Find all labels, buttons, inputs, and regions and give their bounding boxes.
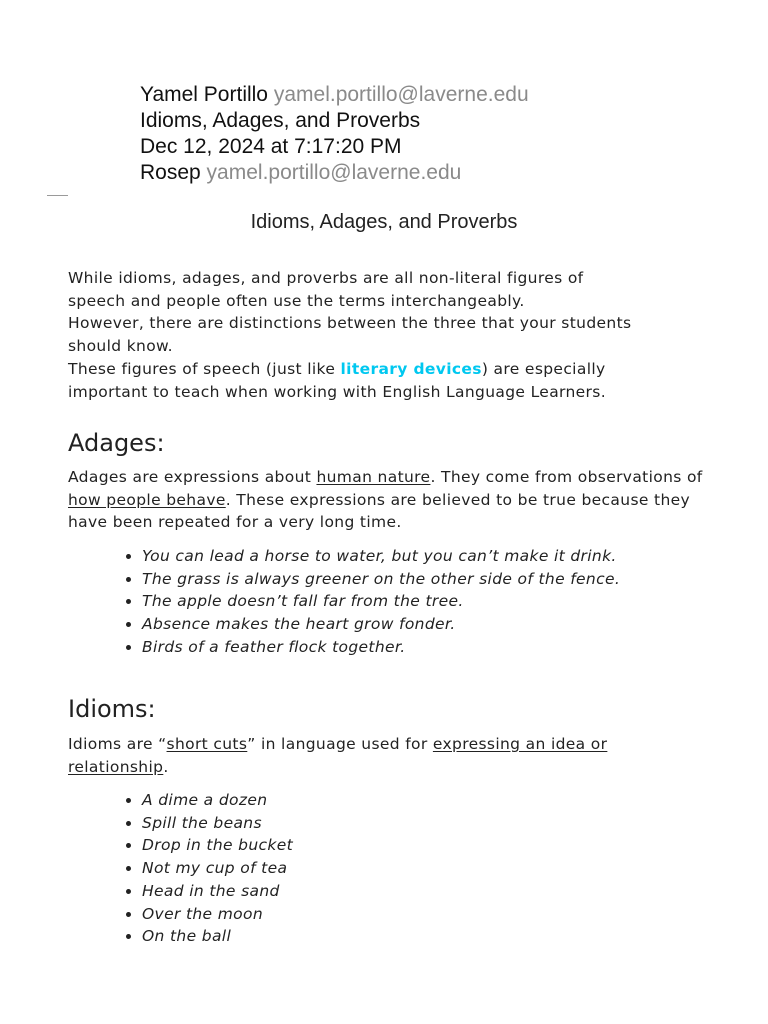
idioms-text: Idioms are “ — [68, 735, 167, 753]
list-item: • Absence makes the heart grow fonder. — [142, 613, 620, 636]
idioms-list — [118, 789, 293, 948]
adages-heading: Adages: — [68, 429, 165, 457]
adages-text: Adages are expressions about — [68, 468, 317, 486]
idioms-heading: Idioms: — [68, 695, 156, 723]
document-title: Idioms, Adages, and Proverbs — [250, 211, 518, 233]
adages-paragraph — [68, 466, 708, 534]
adages-text: . These expressions are believed to be true because they have been repeated for a very long time. — [68, 490, 691, 532]
list-item: • The apple doesn’t fall far from the tree. — [142, 590, 620, 613]
list-item: • Birds of a feather flock together. — [142, 636, 620, 659]
list-item: • Not my cup of tea — [142, 857, 293, 880]
sender-name: Yamel Portillo — [140, 83, 268, 106]
subject-value: Idioms, Adages, and Proverbs — [140, 109, 421, 132]
list-item: • You can lead a horse to water, but you can’t make it drink. — [142, 545, 620, 568]
adages-text: . They come from observations of — [430, 468, 703, 486]
intro-line: important to teach when working with English Language Learners. — [68, 382, 606, 401]
intro-line — [68, 358, 708, 381]
expressing-idea-underline: expressing an idea or relationship — [68, 735, 608, 776]
intro-paragraph — [68, 267, 708, 403]
idioms-paragraph — [68, 733, 708, 778]
sender-email[interactable]: yamel.portillo@laverne.edu — [273, 83, 529, 106]
adages-list — [118, 545, 620, 659]
literary-devices-link[interactable]: literary devices — [340, 359, 482, 378]
intro-line: should know. — [68, 337, 173, 356]
intro-line: However, there are distinctions between the three that your students — [68, 314, 632, 333]
short-cuts-underline: short cuts — [166, 735, 248, 753]
list-item: • The grass is always greener on the other side of the fence. — [142, 568, 620, 591]
recipient-email[interactable]: yamel.portillo@laverne.edu — [206, 161, 462, 184]
idioms-text: ” in language used for — [247, 735, 433, 753]
recipient-name: Rosep — [140, 161, 201, 184]
header-divider — [47, 195, 68, 196]
list-item: • Head in the sand — [142, 880, 293, 903]
human-nature-underline: human nature — [316, 468, 431, 486]
how-people-behave-underline: how people behave — [68, 490, 226, 509]
list-item: • Spill the beans — [142, 812, 293, 835]
intro-text: These figures of speech (just like — [68, 359, 341, 378]
intro-line: speech and people often use the terms interchangeably. — [68, 291, 525, 310]
list-item: • Drop in the bucket — [142, 834, 293, 857]
idioms-text: . — [163, 757, 169, 776]
intro-line: While idioms, adages, and proverbs are all non-literal figures of — [68, 269, 584, 287]
date-value: Dec 12, 2024 at 7:17:20 PM — [140, 135, 402, 158]
list-item: • Over the moon — [142, 903, 293, 926]
list-item: • A dime a dozen — [142, 789, 293, 812]
list-item: • On the ball — [142, 925, 293, 948]
intro-text: ) are especially — [481, 359, 606, 378]
